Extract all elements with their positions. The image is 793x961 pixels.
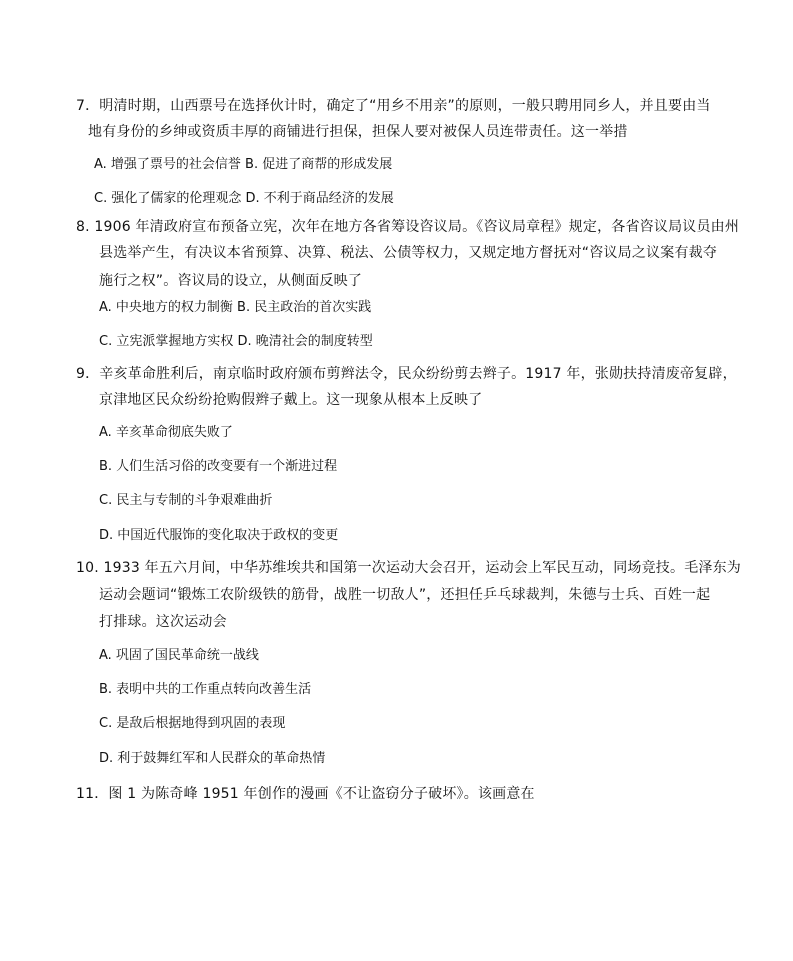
question-7-options-cd: C. 强化了儒家的伦理观念 D. 不利于商品经济的发展 bbox=[94, 191, 394, 206]
question-7-line-1: 7．明清时期，山西票号在选择伙计时，确定了“用乡不用亲”的原则，一般只聘用同乡人，并且要由当 bbox=[76, 98, 711, 114]
question-9-line-1: 9．辛亥革命胜利后，南京临时政府颁布剪辫法令，民众纷纷剪去辫子。1917 年，张勋扶持清废帝复辟， bbox=[76, 366, 737, 382]
question-8-options-ab: A. 中央地方的权力制衡 B. 民主政治的首次实践 bbox=[99, 300, 372, 315]
question-8-line-3: 施行之权”。咨议局的设立，从侧面反映了 bbox=[99, 273, 363, 289]
question-10-line-3: 打排球。这次运动会 bbox=[99, 614, 227, 630]
question-9-option-a: A. 辛亥革命彻底失败了 bbox=[99, 425, 233, 440]
question-11-line-1: 11．图 1 为陈奇峰 1951 年创作的漫画《不让盗窃分子破坏》。该画意在 bbox=[76, 786, 535, 802]
question-9-option-d: D. 中国近代服饰的变化取决于政权的变更 bbox=[99, 528, 339, 543]
question-10-option-a: A. 巩固了国民革命统一战线 bbox=[99, 648, 259, 663]
question-10-option-d: D. 利于鼓舞红军和人民群众的革命热情 bbox=[99, 751, 326, 766]
question-7-options-ab: A. 增强了票号的社会信誉 B. 促进了商帮的形成发展 bbox=[94, 157, 393, 172]
question-10-line-1: 10. 1933 年五六月间，中华苏维埃共和国第一次运动大会召开，运动会上军民互动，同场竞技。毛泽东为 bbox=[76, 560, 741, 576]
question-10-option-b: B. 表明中共的工作重点转向改善生活 bbox=[99, 682, 312, 697]
question-9-option-c: C. 民主与专制的斗争艰难曲折 bbox=[99, 493, 273, 508]
question-8-line-1: 8. 1906 年清政府宣布预备立宪，次年在地方各省筹设咨议局。《咨议局章程》规定，各省咨议局议员由州 bbox=[76, 219, 740, 235]
question-10-option-c: C. 是敌后根据地得到巩固的表现 bbox=[99, 716, 286, 731]
question-8-line-2: 县选举产生，有决议本省预算、决算、税法、公债等权力，又规定地方督抚对“咨议局之议案有裁夺 bbox=[99, 245, 718, 261]
question-8-options-cd: C. 立宪派掌握地方实权 D. 晚清社会的制度转型 bbox=[99, 334, 373, 349]
question-7-line-2: 地有身份的乡绅或资质丰厚的商铺进行担保，担保人要对被保人员连带责任。这一举措 bbox=[88, 124, 628, 140]
question-9-line-2: 京津地区民众纷纷抢购假辫子戴上。这一现象从根本上反映了 bbox=[99, 392, 483, 408]
question-10-line-2: 运动会题词“锻炼工农阶级铁的筋骨，战胜一切敌人”，还担任乒乓球裁判，朱德与士兵、百姓一起 bbox=[99, 587, 711, 603]
question-9-option-b: B. 人们生活习俗的改变要有一个渐进过程 bbox=[99, 459, 338, 474]
